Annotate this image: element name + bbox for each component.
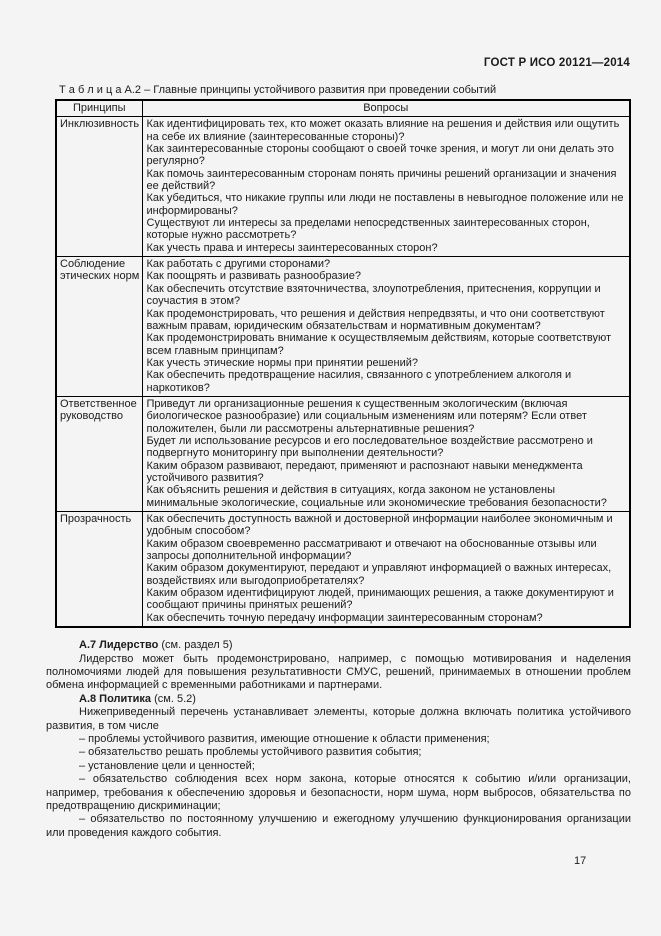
question-text: Как обеспечить предотвращение насилия, связанного с употреблением алкоголя и наркотиков? [146, 369, 572, 394]
bullet-item: – обязательство соблюдения всех норм закона, которые относятся к событию и/или организации, например, требования к обеспечению здоровья и безопасности, норм шума, норм выбросов, обязательства по предотвращению дискриминации; [46, 773, 631, 812]
question-text: Каким образом своевременно рассматривают и отвечают на обоснованные отзывы или запросы дополнительной информации? [146, 537, 597, 563]
page-number: 17 [574, 855, 587, 867]
question-text: Как поощрять и развивать разнообразие? [146, 270, 361, 283]
column-header-questions: Вопросы [142, 100, 630, 117]
question-text: Как работать с другими сторонами? [146, 258, 331, 271]
question-text: Как обеспечить доступность важной и достоверной информации наиболее экономичным и удобным способом? [146, 513, 613, 538]
question-text: Приведут ли организационные решения к существенным экологическим (включая биологическое разнообразие) или социальным изменениям или потерям? Если ответ положителен, были ли рассмотрены альтернативные решения? [146, 397, 587, 435]
question-text: Существуют ли интересы за пределами непосредственных заинтересованных сторон, которые нужно рассмотреть? [146, 217, 590, 242]
principle-cell: Соблюдение этических норм [56, 257, 142, 397]
question-text: Как продемонстрировать, что решения и действия непредвзяты, и что они соответствуют важным правам, юридическим обязательствам и нормативным документам? [146, 307, 605, 332]
question-text: Как учесть права и интересы заинтересованных сторон? [146, 241, 438, 254]
document-code: ГОСТ Р ИСО 20121—2014 [483, 57, 630, 69]
question-text: Как продемонстрировать внимание к осуществляемым действиям, которые соответствуют всем главным принципам? [146, 332, 612, 357]
section-heading-number: А.8 Политика [79, 692, 152, 705]
questions-cell [142, 257, 630, 397]
table-header-row [56, 100, 630, 117]
section-heading [46, 693, 631, 706]
bullet-item: – обязательство решать проблемы устойчивого развития события; [79, 746, 422, 759]
table-caption: Т а б л и ц а А.2 – Главные принципы устойчивого развития при проведении событий [59, 84, 497, 96]
question-text: Каким образом документируют, передают и управляют информацией о важных интересах, воздействиях или выгодоприобретателях? [146, 562, 612, 587]
question-text: Как обеспечить точную передачу информации заинтересованным сторонам? [146, 611, 543, 624]
question-text: Каким образом развивают, передают, применяют и распознают навыки менеджмента устойчивого развития? [146, 459, 583, 484]
section-heading-reference: (см. 5.2) [151, 692, 196, 705]
question-text: Будет ли использование ресурсов и его последовательное воздействие рассмотрено и подвергнуто мониторингу при выполнении деятельности? [146, 434, 593, 460]
principle-cell: Ответственное руководство [56, 396, 142, 511]
section-paragraph: Лидерство может быть продемонстрировано, например, с помощью мотивирования и наделения полномочиями людей для повышения результативности СМУС, решений, принимаемых в отношении проблем обмена информацией с временными работниками и партнерами. [46, 652, 631, 692]
questions-cell [142, 512, 630, 628]
question-text: Как помочь заинтересованным сторонам понять причины решений организации и значения ее действий? [146, 167, 617, 193]
principle-cell: Инклюзивность [56, 117, 142, 257]
principles-table [55, 99, 631, 628]
principle-cell: Прозрачность [56, 512, 142, 628]
principles-table-body [56, 117, 630, 627]
table-header [56, 100, 630, 117]
table-row [56, 117, 630, 257]
column-header-principles: Принципы [56, 100, 142, 117]
question-text: Каким образом идентифицируют людей, принимающих решения, а также документируют и сообщают причины принятых решений? [146, 587, 614, 612]
bullet-item: – установление цели и ценностей; [79, 759, 255, 772]
questions-cell [142, 117, 630, 257]
bullet-item: – обязательство по постоянному улучшению и ежегодному улучшению функционирования организации или проведения каждого события. [46, 813, 631, 839]
section-heading-reference: (см. раздел 5) [158, 639, 233, 652]
question-text: Как обеспечить отсутствие взяточничества, злоупотребления, притеснения, коррупции и соучастия в этом? [146, 282, 601, 308]
question-text: Как учесть этические нормы при принятии решений? [146, 356, 419, 369]
question-text: Как объяснить решения и действия в ситуациях, когда законом не установлены минимальные экологические, социальные или экономические требования безопасности? [146, 484, 607, 509]
question-text: Как убедиться, что никакие группы или люди не поставлены в невыгодное положение или не информированы? [146, 192, 624, 217]
question-text: Как заинтересованные стороны сообщают о своей точке зрения, и могут ли они делать это регулярно? [146, 143, 614, 168]
table-row [56, 512, 630, 628]
section-paragraph: Нижеприведенный перечень устанавливает элементы, которые должна включать политика устойчивого развития, в том числе [46, 706, 631, 732]
questions-cell [142, 396, 630, 511]
table-row [56, 396, 630, 511]
section-heading [46, 639, 631, 652]
sections-container [46, 639, 631, 840]
question-text: Как идентифицировать тех, кто может оказать влияние на решения и действия или ощутить на себе их влияние (заинтересованные стороны)? [146, 118, 620, 143]
table-row [56, 257, 630, 397]
bullet-item: – проблемы устойчивого развития, имеющие отношение к области применения; [79, 732, 490, 745]
section-heading-number: А.7 Лидерство [79, 639, 159, 652]
